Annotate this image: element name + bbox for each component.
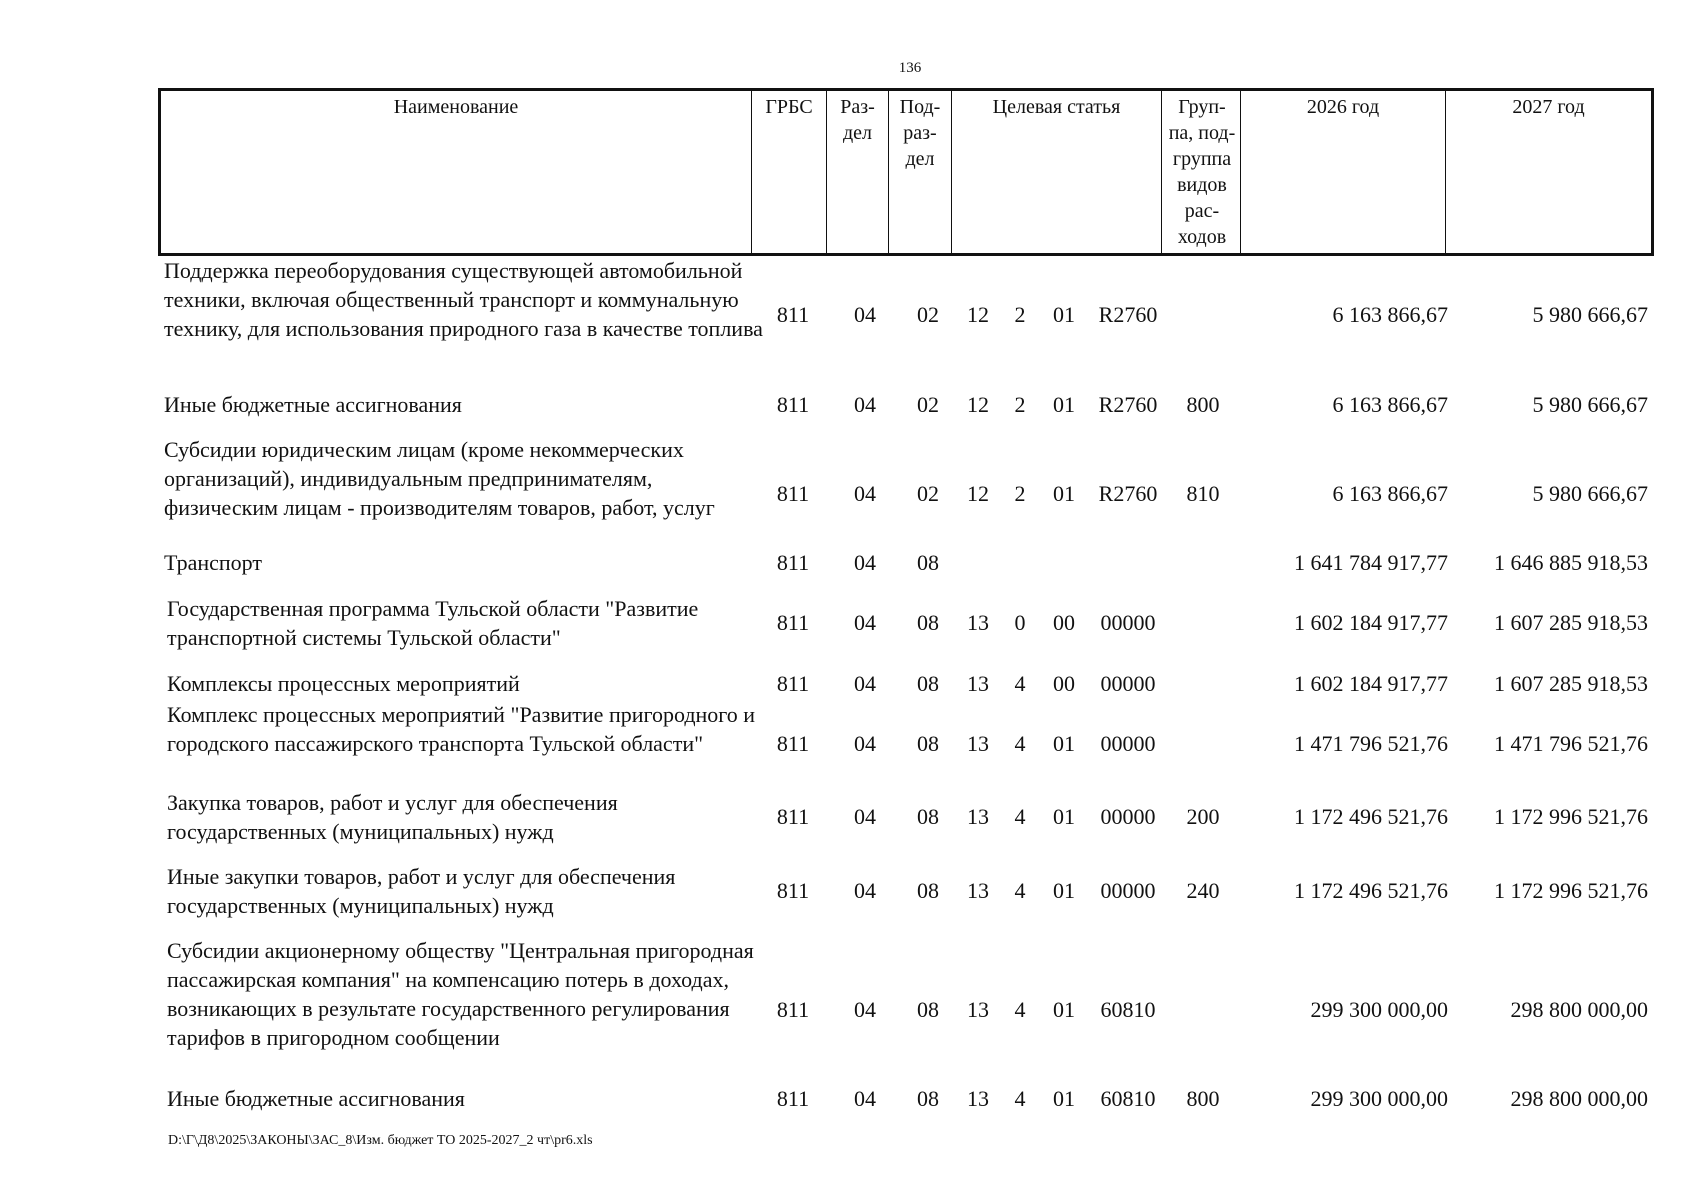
cell-ts-complex: 01: [1053, 302, 1075, 327]
cell-ts-program: 13: [967, 804, 989, 829]
cell-razdel: 04: [854, 878, 876, 903]
cell-ts-direction: R2760: [1098, 481, 1158, 506]
cell-2026: 1 471 796 521,76: [1294, 731, 1448, 756]
cell-ts-program: 12: [967, 392, 989, 417]
cell-name: Комплекс процессных мероприятий "Развитие пригородного и городского пассажирского транспорта Тульской области": [167, 702, 756, 756]
cell-ts-type: 0: [1014, 610, 1026, 635]
cell-2027: 5 980 666,67: [1532, 481, 1648, 506]
cell-ts-program: 13: [967, 610, 989, 635]
cell-ts-program: 13: [967, 731, 989, 756]
cell-2027: 1 607 285 918,53: [1494, 671, 1648, 696]
cell-name: Иные бюджетные ассигнования: [164, 392, 462, 417]
cell-2026: 1 602 184 917,77: [1294, 671, 1448, 696]
cell-2026: 6 163 866,67: [1332, 392, 1448, 417]
cell-razdel: 04: [854, 302, 876, 327]
cell-podrazdel: 08: [917, 878, 939, 903]
cell-grbs: 811: [776, 302, 810, 327]
cell-name: Поддержка переоборудования существующей автомобильной техники, включая общественный транспорт и коммунальную технику, для использования природного газа в качестве топлива: [164, 258, 763, 341]
cell-ts-direction: 00000: [1100, 804, 1156, 829]
cell-ts-complex: 01: [1053, 804, 1075, 829]
cell-ts-type: 4: [1014, 804, 1026, 829]
cell-ts-program: 13: [967, 997, 989, 1022]
cell-2026: 299 300 000,00: [1310, 1086, 1448, 1111]
cell-2027: 298 800 000,00: [1510, 997, 1648, 1022]
cell-podrazdel: 08: [917, 671, 939, 696]
cell-razdel: 04: [854, 550, 876, 575]
cell-vid-raskhodov: 200: [1186, 804, 1220, 829]
cell-name: Субсидии акционерному обществу "Центральная пригородная пассажирская компания" на компенсацию потерь в доходах, возникающих в результате государственного регулирования тарифов в пригородном сообщении: [167, 938, 754, 1050]
cell-name: Транспорт: [164, 550, 263, 575]
cell-2026: 6 163 866,67: [1332, 302, 1448, 327]
header-razdel: Раз- дел: [827, 91, 889, 253]
cell-ts-direction: 00000: [1100, 610, 1156, 635]
cell-ts-complex: 01: [1053, 997, 1075, 1022]
cell-ts-type: 4: [1014, 878, 1026, 903]
cell-podrazdel: 08: [917, 610, 939, 635]
cell-grbs: 811: [776, 804, 810, 829]
cell-2027: 1 471 796 521,76: [1494, 731, 1648, 756]
cell-ts-type: 4: [1014, 997, 1026, 1022]
cell-ts-direction: R2760: [1098, 302, 1158, 327]
header-podrazdel: Под- раз- дел: [889, 91, 952, 253]
cell-grbs: 811: [776, 997, 810, 1022]
cell-podrazdel: 08: [917, 731, 939, 756]
cell-razdel: 04: [854, 610, 876, 635]
cell-name: Государственная программа Тульской области "Развитие транспортной системы Тульской области": [167, 596, 699, 650]
cell-vid-raskhodov: 810: [1186, 481, 1220, 506]
cell-2027: 1 607 285 918,53: [1494, 610, 1648, 635]
cell-vid-raskhodov: 240: [1186, 878, 1220, 903]
cell-razdel: 04: [854, 731, 876, 756]
table-header: [158, 88, 1654, 256]
cell-podrazdel: 02: [917, 481, 939, 506]
cell-ts-complex: 01: [1053, 392, 1075, 417]
page-number: 136: [898, 60, 922, 76]
cell-2027: 5 980 666,67: [1532, 392, 1648, 417]
header-vid-raskhodov: Груп- па, под- группа видов рас- ходов: [1162, 91, 1241, 253]
cell-2027: 1 172 996 521,76: [1494, 804, 1648, 829]
cell-vid-raskhodov: 800: [1186, 1086, 1220, 1111]
cell-ts-direction: 60810: [1100, 1086, 1156, 1111]
cell-ts-direction: 60810: [1100, 997, 1156, 1022]
cell-2027: 1 646 885 918,53: [1494, 550, 1648, 575]
header-2026: 2026 год: [1241, 91, 1446, 253]
cell-name: Субсидии юридическим лицам (кроме некоммерческих организаций), индивидуальным предпринимателям, физическим лицам - производителям товаров, работ, услуг: [164, 437, 715, 520]
cell-grbs: 811: [776, 1086, 810, 1111]
cell-ts-type: 2: [1014, 302, 1026, 327]
cell-2027: 298 800 000,00: [1510, 1086, 1648, 1111]
cell-2026: 1 172 496 521,76: [1294, 804, 1448, 829]
cell-podrazdel: 08: [917, 1086, 939, 1111]
cell-razdel: 04: [854, 392, 876, 417]
cell-ts-program: 13: [967, 671, 989, 696]
cell-grbs: 811: [776, 671, 810, 696]
header-grbs: ГРБС: [752, 91, 827, 253]
cell-razdel: 04: [854, 1086, 876, 1111]
cell-ts-type: 4: [1014, 671, 1026, 696]
cell-podrazdel: 08: [917, 804, 939, 829]
cell-grbs: 811: [776, 878, 810, 903]
cell-razdel: 04: [854, 804, 876, 829]
cell-name: Закупка товаров, работ и услуг для обеспечения государственных (муниципальных) нужд: [167, 790, 618, 844]
header-tselevaya-statya: Целевая статья: [952, 91, 1162, 253]
cell-ts-program: 12: [967, 481, 989, 506]
cell-name: Комплексы процессных мероприятий: [167, 671, 520, 696]
cell-vid-raskhodov: 800: [1186, 392, 1220, 417]
cell-name: Иные бюджетные ассигнования: [167, 1086, 465, 1111]
cell-podrazdel: 08: [917, 550, 939, 575]
cell-grbs: 811: [776, 610, 810, 635]
cell-ts-type: 4: [1014, 731, 1026, 756]
cell-razdel: 04: [854, 671, 876, 696]
cell-ts-direction: 00000: [1100, 671, 1156, 696]
cell-ts-complex: 00: [1053, 610, 1075, 635]
cell-ts-direction: 00000: [1100, 731, 1156, 756]
cell-ts-program: 12: [967, 302, 989, 327]
cell-2027: 5 980 666,67: [1532, 302, 1648, 327]
cell-razdel: 04: [854, 481, 876, 506]
cell-2026: 6 163 866,67: [1332, 481, 1448, 506]
header-name: Наименование: [161, 91, 752, 253]
cell-podrazdel: 08: [917, 997, 939, 1022]
cell-2026: 1 641 784 917,77: [1294, 550, 1448, 575]
cell-ts-program: 13: [967, 1086, 989, 1111]
header-2027: 2027 год: [1512, 96, 1585, 118]
cell-razdel: 04: [854, 997, 876, 1022]
cell-2026: 1 602 184 917,77: [1294, 610, 1448, 635]
cell-grbs: 811: [776, 392, 810, 417]
cell-ts-direction: 00000: [1100, 878, 1156, 903]
cell-grbs: 811: [776, 731, 810, 756]
cell-ts-type: 2: [1014, 392, 1026, 417]
cell-podrazdel: 02: [917, 392, 939, 417]
cell-2026: 299 300 000,00: [1310, 997, 1448, 1022]
cell-ts-complex: 01: [1053, 1086, 1075, 1111]
cell-2027: 1 172 996 521,76: [1494, 878, 1648, 903]
cell-grbs: 811: [776, 481, 810, 506]
cell-2026: 1 172 496 521,76: [1294, 878, 1448, 903]
cell-name: Иные закупки товаров, работ и услуг для обеспечения государственных (муниципальных) нужд: [167, 864, 676, 918]
cell-grbs: 811: [776, 550, 810, 575]
cell-ts-direction: R2760: [1098, 392, 1158, 417]
cell-ts-complex: 00: [1053, 671, 1075, 696]
cell-ts-complex: 01: [1053, 731, 1075, 756]
cell-ts-program: 13: [967, 878, 989, 903]
cell-ts-type: 2: [1014, 481, 1026, 506]
cell-ts-complex: 01: [1053, 481, 1075, 506]
cell-ts-complex: 01: [1053, 878, 1075, 903]
cell-ts-type: 4: [1014, 1086, 1026, 1111]
file-path-footer: D:\Г\Д8\2025\ЗАКОНЫ\ЗАС_8\Изм. бюджет ТО 2025-2027_2 чт\pr6.xls: [168, 1133, 593, 1148]
cell-podrazdel: 02: [917, 302, 939, 327]
